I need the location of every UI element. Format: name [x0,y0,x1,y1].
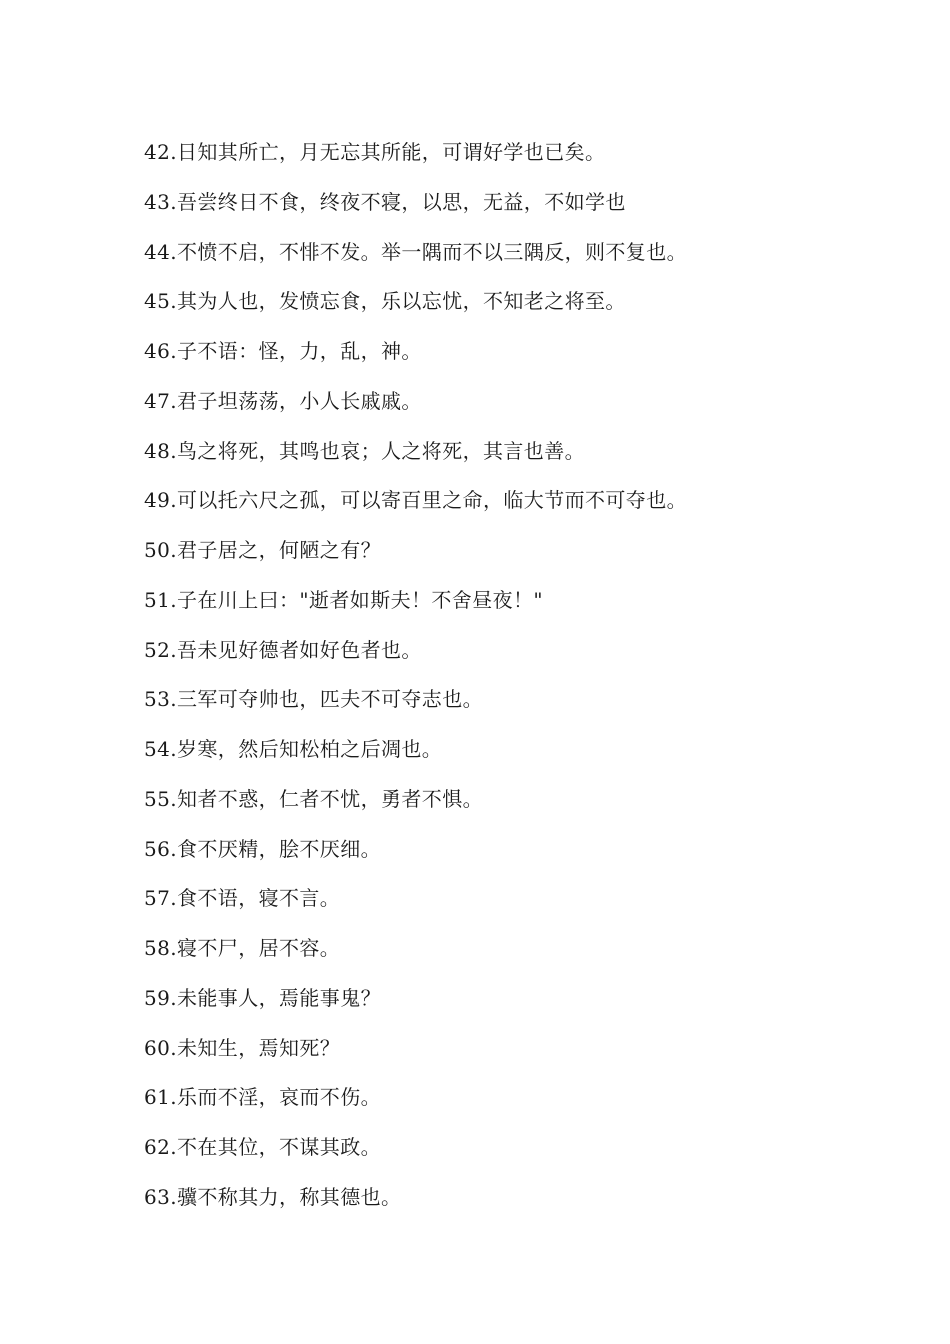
quote-line-50: 50.君子居之，何陋之有？ [144,538,382,562]
quote-line-48: 48.鸟之将死，其鸣也哀；人之将死，其言也善。 [144,438,586,463]
quote-line-44: 44.不愤不启，不悱不发。举一隅而不以三隅反，则不复也。 [144,239,688,264]
quote-line-61: 61.乐而不淫，哀而不伤。 [144,1085,382,1110]
quote-line-52: 52.吾未见好德者如好色者也。 [144,637,422,662]
quote-line-43: 43.吾尝终日不食，终夜不寝，以思，无益，不如学也 [144,189,626,214]
quote-line-55: 55.知者不惑，仁者不忧，勇者不惧。 [144,786,484,811]
quote-line-51: 51.子在川上曰："逝者如斯夫！不舍昼夜！" [144,587,544,612]
quote-list [144,132,924,1227]
quote-line-60: 60.未知生，焉知死？ [144,1035,341,1060]
quote-line-42: 42.日知其所亡，月无忘其所能，可谓好学也已矣。 [144,140,606,164]
quote-line-56: 56.食不厌精，脍不厌细。 [144,836,382,861]
quote-line-59: 59.未能事人，焉能事鬼？ [144,985,382,1010]
quote-line-45: 45.其为人也，发愤忘食，乐以忘忧，不知老之将至。 [144,289,626,314]
quote-line-46: 46.子不语：怪，力，乱，神。 [144,339,422,363]
quote-line-47: 47.君子坦荡荡，小人长戚戚。 [144,388,422,413]
quote-line-49: 49.可以托六尺之孤，可以寄百里之命，临大节而不可夺也。 [144,488,688,513]
quote-line-63: 63.骥不称其力，称其德也。 [144,1184,402,1209]
quote-line-54: 54.岁寒，然后知松柏之后凋也。 [144,737,443,761]
quote-line-57: 57.食不语，寝不言。 [144,886,341,911]
quote-line-62: 62.不在其位，不谋其政。 [144,1135,382,1159]
quote-line-53: 53.三军可夺帅也，匹夫不可夺志也。 [144,687,484,712]
quote-line-58: 58.寝不尸，居不容。 [144,936,341,960]
